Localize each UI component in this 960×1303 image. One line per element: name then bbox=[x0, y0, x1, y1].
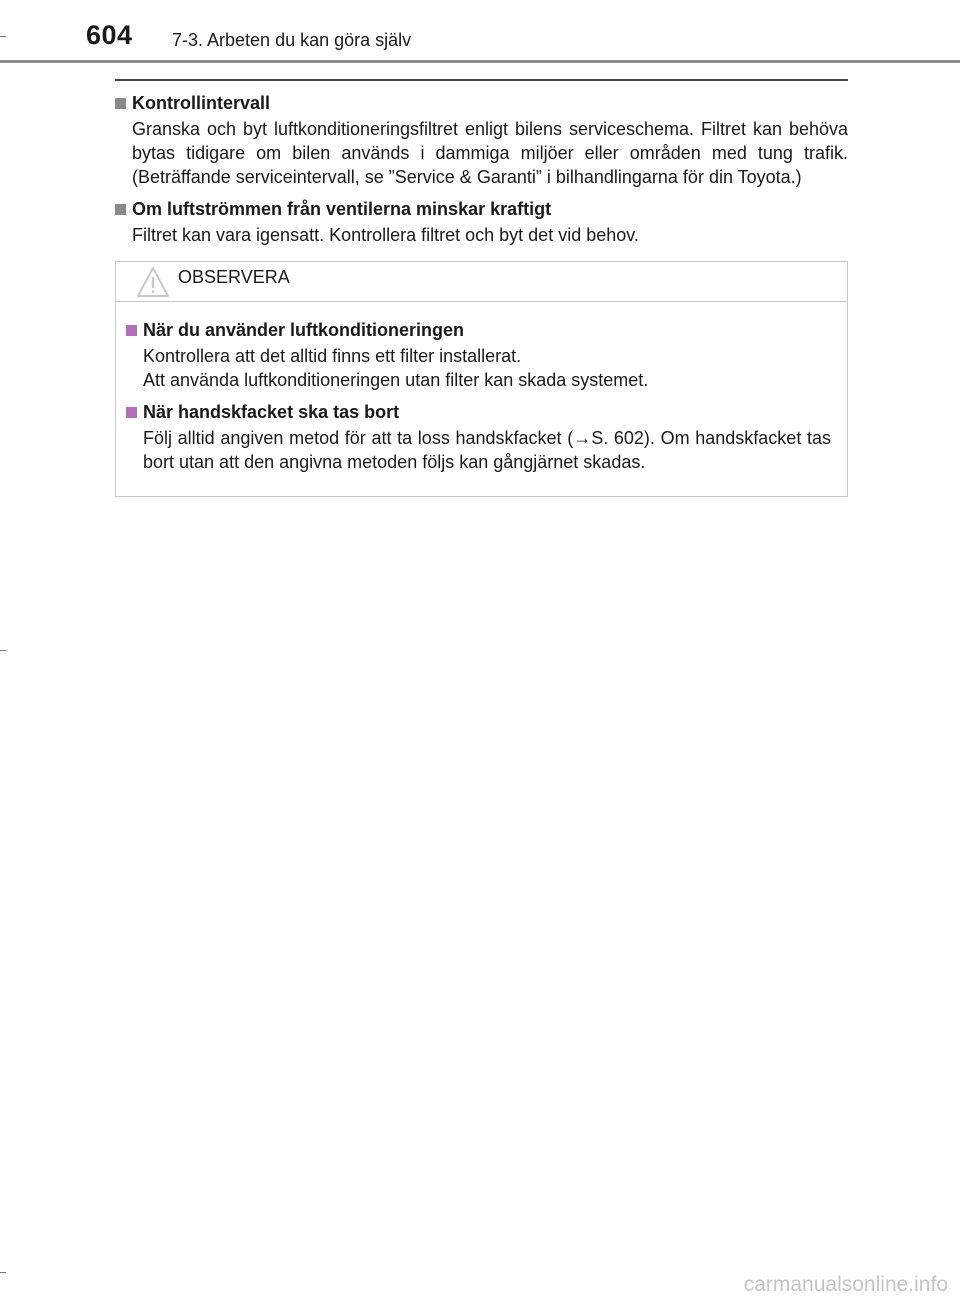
page-content bbox=[115, 79, 848, 497]
square-bullet-icon bbox=[115, 204, 126, 215]
notice-heading-text: När du använder luftkonditioneringen bbox=[143, 320, 465, 340]
page-header bbox=[0, 0, 960, 64]
watermark: carmanualsonline.info bbox=[743, 1273, 948, 1296]
section-kontrollintervall bbox=[115, 91, 848, 189]
notice-box bbox=[115, 261, 848, 497]
section-luftstrommen bbox=[115, 197, 848, 247]
notice-text bbox=[126, 426, 831, 474]
crop-mark bbox=[0, 650, 6, 651]
section-body: Granska och byt luftkonditioneringsfiltret enligt bilens serviceschema. Filtret kan behöva bytas tidigare om bilen används i dammiga miljöer eller områden med tung trafik. (Beträffande serviceintervall, se ”Service & Garanti” i bilhandlingarna för din Toyota.) bbox=[132, 119, 848, 187]
section-body: Filtret kan vara igensatt. Kontrollera filtret och byt det vid behov. bbox=[132, 225, 639, 245]
notice-heading-text: När handskfacket ska tas bort bbox=[143, 402, 400, 422]
crop-mark bbox=[0, 1272, 6, 1273]
notice-heading bbox=[126, 318, 831, 342]
notice-line: Kontrollera att det alltid finns ett filter installerat. bbox=[143, 346, 522, 366]
notice-section-luftkonditionering bbox=[126, 318, 831, 392]
page-number: 604 bbox=[86, 20, 133, 50]
notice-heading bbox=[126, 400, 831, 424]
notice-line: Att använda luftkonditioneringen utan filter kan skada systemet. bbox=[143, 370, 649, 390]
section-heading bbox=[115, 197, 848, 221]
chapter-title: 7-3. Arbeten du kan göra själv bbox=[172, 30, 412, 50]
content-rule bbox=[115, 79, 848, 81]
section-heading-text: Kontrollintervall bbox=[132, 93, 271, 113]
square-bullet-icon bbox=[115, 98, 126, 109]
square-bullet-icon bbox=[126, 407, 137, 418]
notice-header bbox=[116, 262, 847, 302]
header-rule bbox=[0, 60, 960, 63]
notice-body bbox=[116, 302, 847, 496]
section-heading bbox=[115, 91, 848, 115]
square-bullet-icon bbox=[126, 325, 137, 336]
notice-text bbox=[126, 344, 831, 392]
notice-line: Följ alltid angiven metod för att ta loss handskfacket (→S. 602). Om handskfacket tas bort utan att den angivna metoden följs kan gångjärnet skadas. bbox=[143, 428, 831, 472]
section-heading-text: Om luftströmmen från ventilerna minskar kraftigt bbox=[132, 199, 552, 219]
warning-triangle-icon bbox=[136, 266, 170, 298]
notice-section-handskfack bbox=[126, 400, 831, 474]
notice-label: OBSERVERA bbox=[178, 267, 290, 287]
